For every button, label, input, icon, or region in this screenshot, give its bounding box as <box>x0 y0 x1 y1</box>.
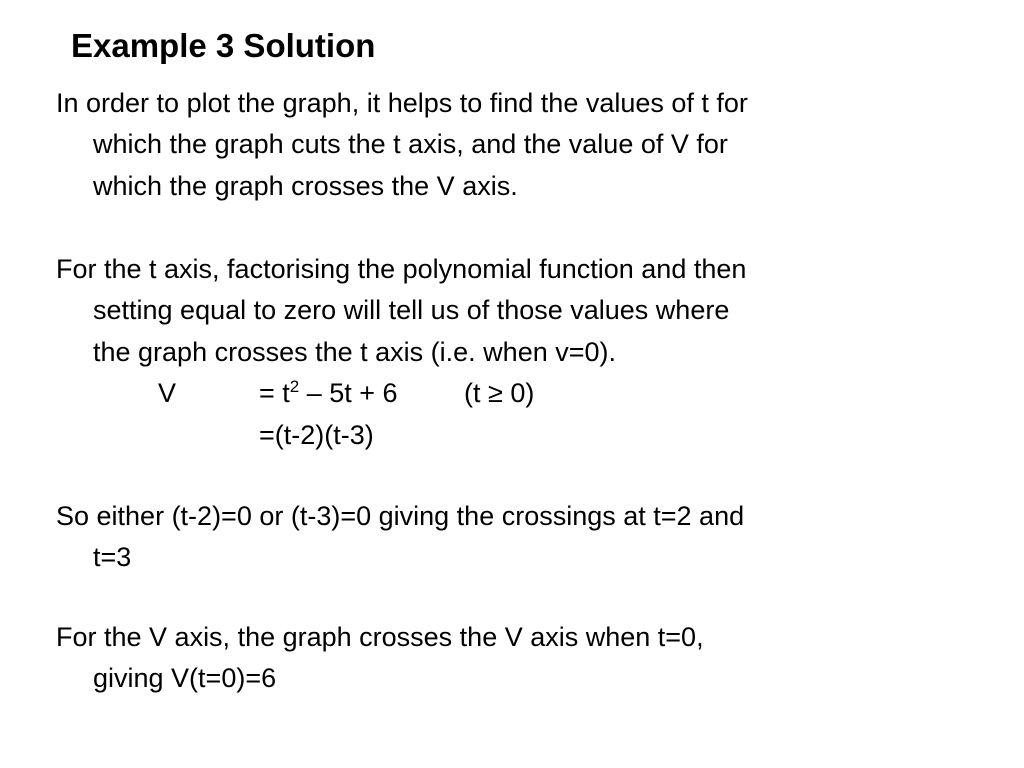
paragraph-line: t=3 <box>93 542 132 572</box>
equation-condition: (t ≥ 0) <box>464 378 535 408</box>
paragraph-line: which the graph crosses the V axis. <box>93 171 518 201</box>
equation-exponent: 2 <box>289 377 300 396</box>
paragraph-line: giving V(t=0)=6 <box>93 663 277 693</box>
paragraph-line: So either (t-2)=0 or (t-3)=0 giving the crossings at t=2 and <box>56 501 745 531</box>
slide-title: Example 3 Solution <box>71 27 376 64</box>
equation-rhs-prefix: = t <box>259 378 290 408</box>
paragraph-line: In order to plot the graph, it helps to find the values of t for <box>56 88 748 118</box>
paragraph-line: which the graph cuts the t axis, and the value of V for <box>93 129 728 159</box>
paragraph-line: the graph crosses the t axis (i.e. when v=0). <box>93 337 617 367</box>
paragraph-line: setting equal to zero will tell us of those values where <box>93 295 730 325</box>
paragraph-line: For the t axis, factorising the polynomial function and then <box>56 254 747 284</box>
equation-factored: =(t-2)(t-3) <box>259 420 374 450</box>
equation-rhs-suffix: – 5t + 6 <box>299 378 398 408</box>
equation-rhs <box>259 377 398 409</box>
paragraph-line: For the V axis, the graph crosses the V axis when t=0, <box>56 622 704 652</box>
equation-lhs: V <box>158 378 177 408</box>
